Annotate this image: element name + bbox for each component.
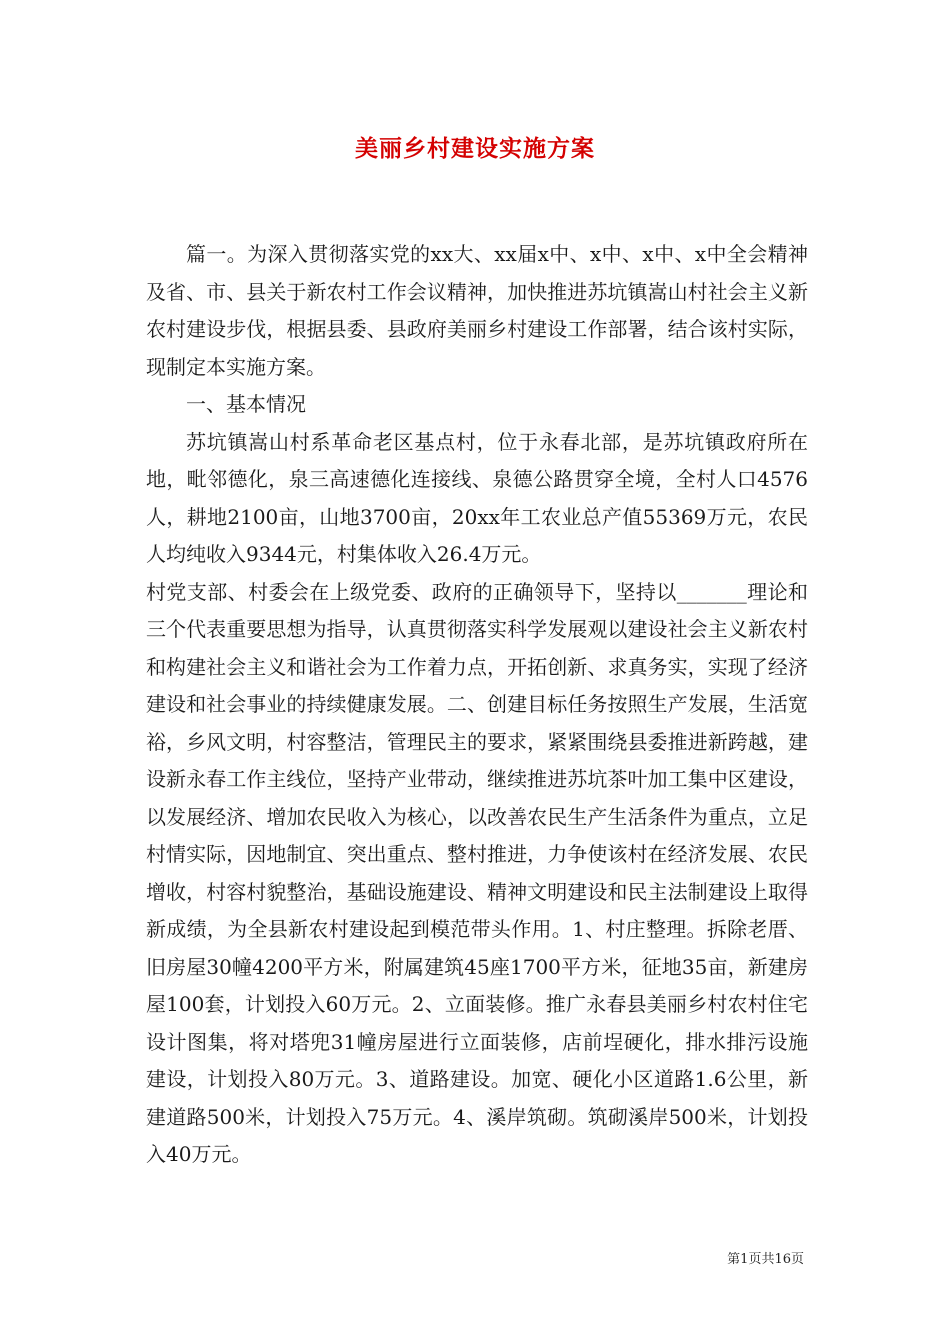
- section-heading-basic: 一、基本情况: [186, 392, 306, 416]
- paragraph-intro: 篇一。为深入贯彻落实党的xx大、xx届x中、x中、x中、x中全会精神及省、市、县关于新农村工作会议精神，加快推进苏坑镇嵩山村社会主义新农村建设步伐，根据县委、县政府美丽乡村建设工作部署，结合该村实际，现制定本实施方案。: [146, 242, 808, 379]
- paragraph-basic-info: 苏坑镇嵩山村系革命老区基点村，位于永春北部，是苏坑镇政府所在地，毗邻德化，泉三高速德化连接线、泉德公路贯穿全境，全村人口4576人，耕地2100亩，山地3700亩，20xx年工农业总产值55369万元，农民人均纯收入9344元，村集体收入26.4万元。: [146, 429, 808, 566]
- paragraph-main-body: 村党支部、村委会在上级党委、政府的正确领导下，坚持以_______理论和三个代表重要思想为指导，认真贯彻落实科学发展观以建设社会主义新农村和构建社会主义和谐社会为工作着力点，开拓创新、求真务实，实现了经济建设和社会事业的持续健康发展。二、创建目标任务按照生产发展，生活宽裕，乡风文明，村容整洁，管理民主的要求，紧紧围绕县委推进新跨越，建设新永春工作主线位，坚持产业带动，继续推进苏坑茶叶加工集中区建设，以发展经济、增加农民收入为核心，以改善农民生产生活条件为重点，立足村情实际，因地制宜、突出重点、整村推进，力争使该村在经济发展、农民增收，村容村貌整治，基础设施建设、精神文明建设和民主法制建设上取得新成绩，为全县新农村建设起到模范带头作用。1、村庄整理。拆除老厝、旧房屋30幢4200平方米，附属建筑45座1700平方米，征地35亩，新建房屋100套，计划投入60万元。2、立面装修。推广永春县美丽乡村农村住宅设计图集，将对塔兜31幢房屋进行立面装修，店前埕硬化，排水排污设施建设，计划投入80万元。3、道路建设。加宽、硬化小区道路1.6公里，新建道路500米，计划投入75万元。4、溪岸筑砌。筑砌溪岸500米，计划投入40万元。: [146, 579, 808, 1166]
- page-number: 第1页共16页: [727, 1252, 804, 1267]
- document-title: 美丽乡村建设实施方案: [355, 135, 595, 162]
- document-body: [146, 236, 808, 1174]
